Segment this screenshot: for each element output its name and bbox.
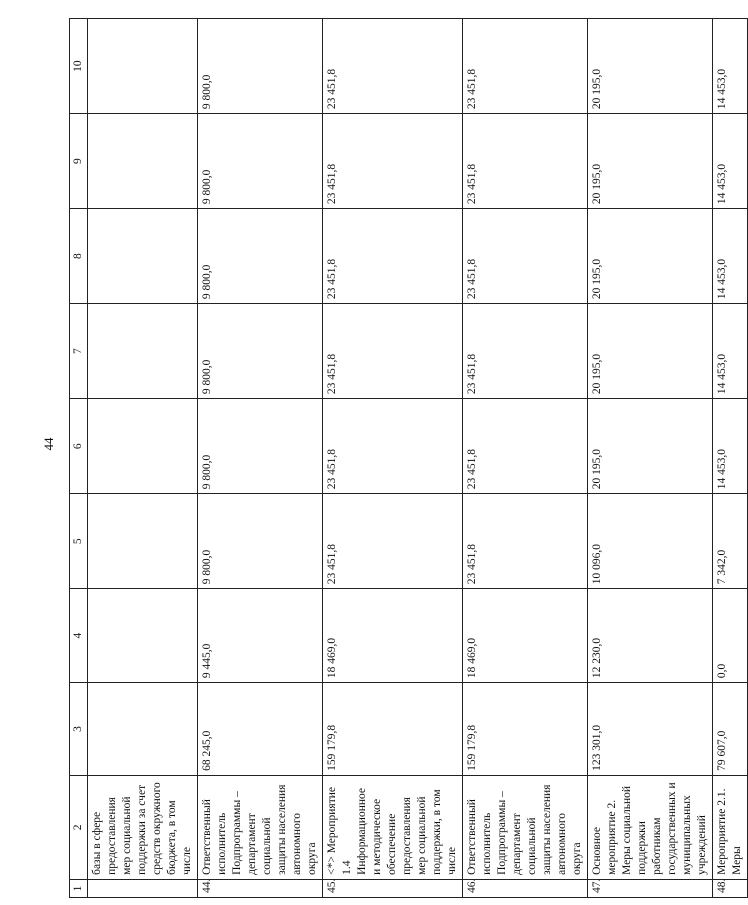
- row-value: 9 800,0: [198, 209, 323, 304]
- row-value: [88, 399, 198, 494]
- row-value: 9 800,0: [198, 19, 323, 114]
- row-value: 23 451,8: [323, 209, 463, 304]
- row-value: 123 301,0: [588, 683, 713, 776]
- row-value: 159 179,8: [463, 683, 588, 776]
- row-value: 23 451,8: [463, 114, 588, 209]
- table-row: [588, 19, 713, 898]
- row-value: 10 096,0: [588, 494, 713, 589]
- row-value: [88, 589, 198, 683]
- row-value: [88, 683, 198, 776]
- table-row: [713, 19, 748, 898]
- row-value: [88, 114, 198, 209]
- row-value: 23 451,8: [323, 494, 463, 589]
- column-header: 7: [70, 304, 88, 399]
- row-name: <*> Мероприятие 1.4 Информационное и методическое обеспечение предоставления мер социальной поддержки, в том числе: [323, 775, 463, 879]
- row-value: 0,0: [713, 589, 748, 683]
- row-value: 159 179,8: [323, 683, 463, 776]
- row-value: 14 453,0: [713, 399, 748, 494]
- row-name: Ответственный исполнитель Подпрограммы – департамент социальной защиты населения автономного округа: [198, 775, 323, 879]
- row-value: 18 469,0: [463, 589, 588, 683]
- row-index: 44.: [198, 879, 323, 897]
- column-header: 8: [70, 209, 88, 304]
- column-header: 9: [70, 114, 88, 209]
- table-header-row: [70, 19, 88, 898]
- page-number: 44: [41, 437, 56, 451]
- row-value: 23 451,8: [463, 399, 588, 494]
- row-value: 23 451,8: [323, 114, 463, 209]
- column-header: 3: [70, 683, 88, 776]
- row-name: базы в сфере предоставления мер социальной поддержки за счет средств окружного бюджета, в том числе: [88, 775, 198, 879]
- row-value: 9 800,0: [198, 494, 323, 589]
- column-header: 10: [70, 19, 88, 114]
- row-value: 23 451,8: [463, 304, 588, 399]
- row-value: 23 451,8: [463, 209, 588, 304]
- row-value: [88, 209, 198, 304]
- row-value: 14 453,0: [713, 19, 748, 114]
- row-value: 23 451,8: [323, 19, 463, 114]
- row-value: 23 451,8: [463, 19, 588, 114]
- table-row: [198, 19, 323, 898]
- row-value: [88, 494, 198, 589]
- column-header: 1: [70, 879, 88, 897]
- row-index: 48.: [713, 879, 748, 897]
- row-value: 68 245,0: [198, 683, 323, 776]
- row-value: 20 195,0: [588, 209, 713, 304]
- row-value: 20 195,0: [588, 19, 713, 114]
- row-index: [88, 879, 198, 897]
- row-name: Основное мероприятие 2. Меры социальной поддержки работникам государственных и муниципальных учреждений: [588, 775, 713, 879]
- row-value: 20 195,0: [588, 399, 713, 494]
- row-value: 20 195,0: [588, 114, 713, 209]
- row-value: 79 607,0: [713, 683, 748, 776]
- row-value: [88, 19, 198, 114]
- table-row: [88, 19, 198, 898]
- column-header: 6: [70, 399, 88, 494]
- row-value: 20 195,0: [588, 304, 713, 399]
- row-index: 47.: [588, 879, 713, 897]
- row-index: 45.: [323, 879, 463, 897]
- row-name: Мероприятие 2.1. Меры: [713, 775, 748, 879]
- column-header: 2: [70, 775, 88, 879]
- table-rotation-frame: [69, 18, 743, 898]
- row-value: 9 800,0: [198, 304, 323, 399]
- row-value: 23 451,8: [323, 399, 463, 494]
- rotated-table-sheet: [69, 18, 743, 898]
- row-value: 12 230,0: [588, 589, 713, 683]
- row-value: 14 453,0: [713, 304, 748, 399]
- column-header: 4: [70, 589, 88, 683]
- budget-table: [69, 18, 748, 898]
- row-value: 7 342,0: [713, 494, 748, 589]
- row-value: 14 453,0: [713, 209, 748, 304]
- row-value: 9 800,0: [198, 114, 323, 209]
- row-value: 14 453,0: [713, 114, 748, 209]
- row-value: 23 451,8: [323, 304, 463, 399]
- table-row: [463, 19, 588, 898]
- row-value: 9 800,0: [198, 399, 323, 494]
- row-value: 9 445,0: [198, 589, 323, 683]
- row-index: 46.: [463, 879, 588, 897]
- column-header: 5: [70, 494, 88, 589]
- row-name: Ответственный исполнитель Подпрограммы – департамент социальной защиты населения автономного округа: [463, 775, 588, 879]
- table-row: [323, 19, 463, 898]
- row-value: [88, 304, 198, 399]
- row-value: 23 451,8: [463, 494, 588, 589]
- row-value: 18 469,0: [323, 589, 463, 683]
